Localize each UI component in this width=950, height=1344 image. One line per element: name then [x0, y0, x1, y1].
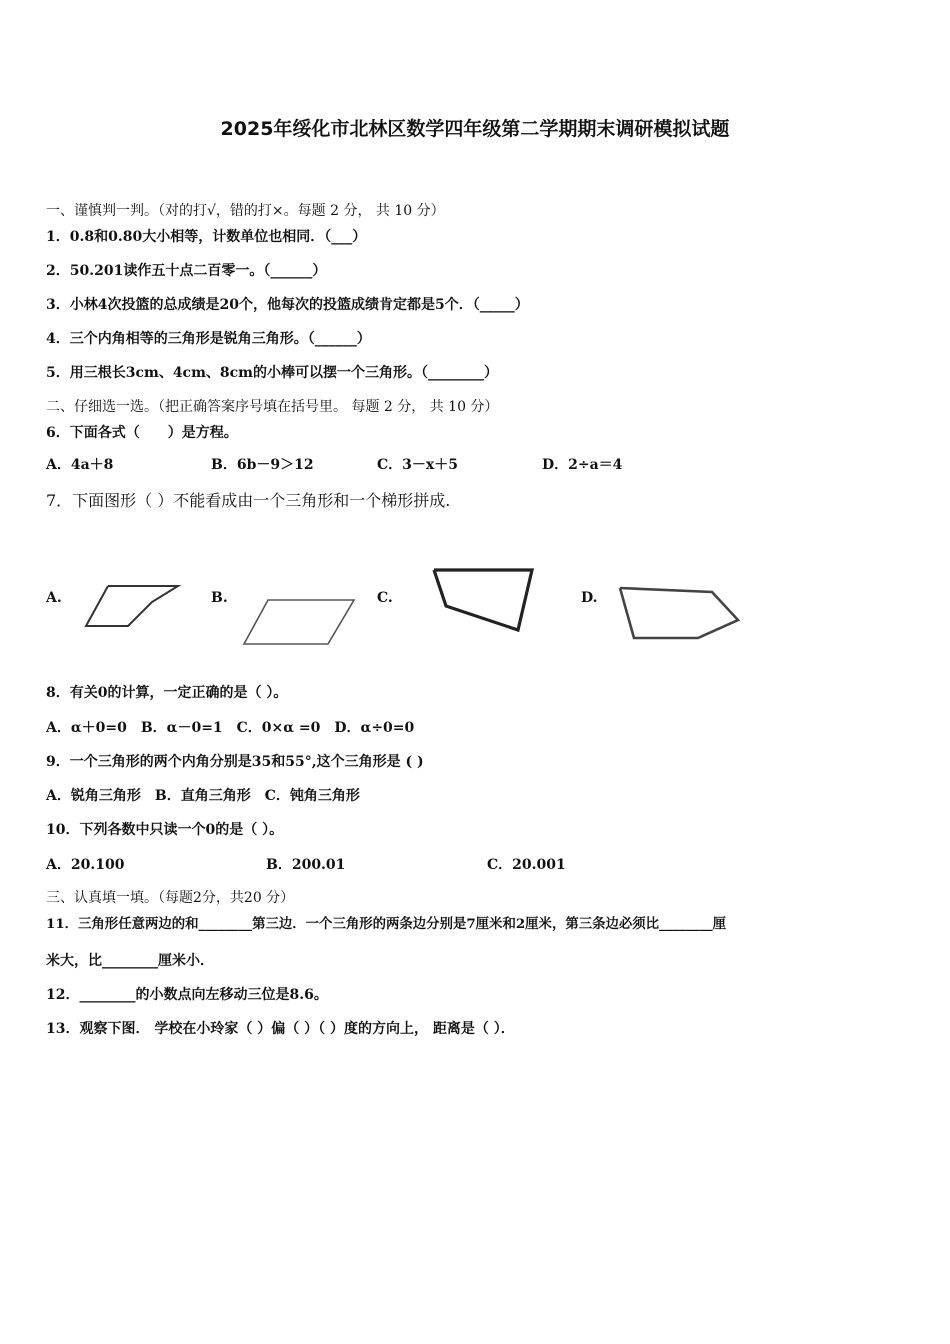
question-9: 9．一个三角形的两个内角分别是35和55°,这个三角形是 ( ): [46, 754, 424, 770]
q10-option-c: C．20.001: [487, 857, 566, 873]
question-5: 5．用三根长3cm、4cm、8cm的小棒可以摆一个三角形。（________）: [46, 365, 498, 381]
q7-option-b-label: B.: [211, 590, 228, 606]
q8-options: A．α＋0=0 B．α－0=1 C．0×α =0 D．α÷0=0: [46, 720, 415, 736]
question-1: 1．0.8和0.80大小相等，计数单位也相同．（___）: [46, 229, 367, 245]
q10-option-b: B．200.01: [266, 857, 346, 873]
q7-shape-a: [80, 580, 184, 634]
page-title: 2025年绥化市北林区数学四年级第二学期期末调研模拟试题: [220, 118, 730, 140]
question-7: 7．下面图形（ ）不能看成由一个三角形和一个梯形拼成.: [46, 491, 451, 510]
question-6: 6．下面各式（ ）是方程。: [46, 425, 238, 441]
question-8: 8．有关0的计算，一定正确的是（ ）。: [46, 685, 288, 701]
question-13: 13．观察下图． 学校在小玲家（ ）偏（ ）（ ）度的方向上， 距离是（ ）．: [46, 1021, 515, 1037]
q7-shape-d: [614, 582, 744, 644]
section-3-header: 三、认真填一填。（每题2分，共20 分）: [46, 890, 295, 906]
question-11-line-1: 11．三角形任意两边的和________第三边．一个三角形的两条边分别是7厘米和2厘米，第三条边必须比________厘: [46, 916, 727, 932]
question-12: 12．________的小数点向左移动三位是8.6。: [46, 987, 328, 1003]
question-2: 2．50.201读作五十点二百零一。（______）: [46, 263, 327, 279]
q6-option-d: D．2÷a＝4: [542, 457, 623, 473]
section-1-header: 一、谨慎判一判。（对的打√，错的打×。每题 2 分， 共 10 分）: [46, 203, 445, 219]
question-3: 3．小林4次投篮的总成绩是20个，他每次的投篮成绩肯定都是5个．（_____）: [46, 297, 529, 313]
question-4: 4．三个内角相等的三角形是锐角三角形。（______）: [46, 331, 371, 347]
q6-option-a: A．4a＋8: [46, 457, 114, 473]
q6-option-b: B．6b－9＞12: [211, 457, 314, 473]
q7-option-c-label: C.: [377, 590, 393, 606]
question-10: 10．下列各数中只读一个0的是（ ）。: [46, 822, 284, 838]
question-11-line-2: 米大，比________厘米小．: [46, 953, 214, 969]
q7-option-a-label: A.: [46, 590, 62, 606]
q6-option-c: C．3－x＋5: [377, 457, 458, 473]
section-2-header: 二、仔细选一选。（把正确答案序号填在括号里。 每题 2 分， 共 10 分）: [46, 399, 499, 415]
q7-shape-c: [426, 562, 538, 636]
q7-option-d-label: D.: [581, 590, 598, 606]
q10-option-a: A．20.100: [46, 857, 125, 873]
q7-shape-b: [240, 594, 360, 650]
q9-options: A．锐角三角形 B．直角三角形 C．钝角三角形: [46, 788, 360, 804]
